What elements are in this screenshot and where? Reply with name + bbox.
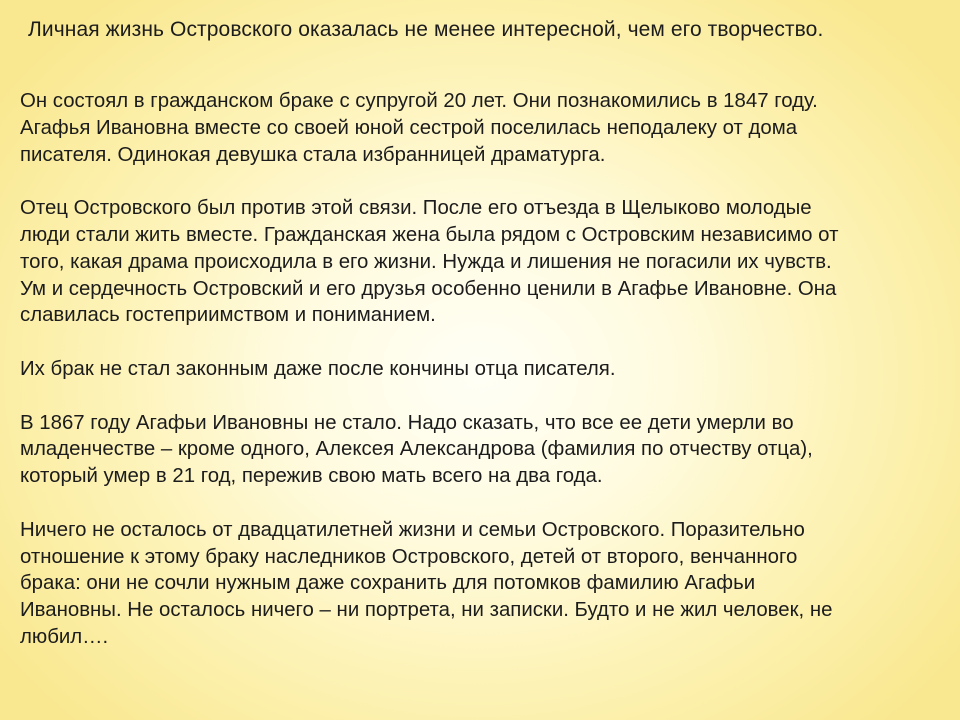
- text-line: того, какая драма происходила в его жизни. Нужда и лишения не погасили их чувств.: [20, 250, 832, 273]
- paragraph-death: [20, 410, 935, 490]
- paragraph-meeting: [20, 88, 935, 168]
- text-line: Агафья Ивановна вместе со своей юной сестрой поселилась неподалеку от дома: [20, 116, 798, 139]
- slide-body: [20, 88, 935, 651]
- text-line: Ум и сердечность Островский и его друзья особенно ценили в Агафье Ивановне. Она: [20, 277, 837, 300]
- text-line: отношение к этому браку наследников Островского, детей от второго, венчанного: [20, 545, 798, 568]
- text-line: который умер в 21 год, пережив свою мать всего на два года.: [20, 465, 603, 488]
- text-line: Ничего не осталось от двадцатилетней жизни и семьи Островского. Поразительно: [20, 518, 805, 541]
- text-line: Отец Островского был против этой связи. После его отъезда в Щелыково молодые: [20, 197, 812, 220]
- text-line: Он состоял в гражданском браке с супругой 20 лет. Они познакомились в 1847 году.: [20, 90, 818, 112]
- paragraph-legacy: [20, 517, 935, 651]
- slide-title: Личная жизнь Островского оказалась не менее интересной, чем его творчество.: [28, 18, 824, 41]
- paragraph-father: [20, 195, 935, 329]
- text-line: В 1867 году Агафьи Ивановны не стало. Надо сказать, что все ее дети умерли во: [20, 411, 794, 434]
- text-line: младенчестве – кроме одного, Алексея Александрова (фамилия по отчеству отца),: [20, 438, 813, 461]
- text-line: славилась гостеприимством и пониманием.: [20, 304, 436, 327]
- text-line: брака: они не сочли нужным даже сохранить для потомков фамилию Агафьи: [20, 572, 756, 595]
- text-line: любил….: [20, 625, 109, 648]
- paragraph-marriage: [20, 356, 935, 383]
- text-line: люди стали жить вместе. Гражданская жена была рядом с Островским независимо от: [20, 223, 839, 246]
- text-line: Их брак не стал законным даже после кончины отца писателя.: [20, 357, 616, 380]
- text-line: писателя. Одинокая девушка стала избранницей драматурга.: [20, 143, 606, 166]
- text-line: Ивановны. Не осталось ничего – ни портрета, ни записки. Будто и не жил человек, не: [20, 599, 833, 622]
